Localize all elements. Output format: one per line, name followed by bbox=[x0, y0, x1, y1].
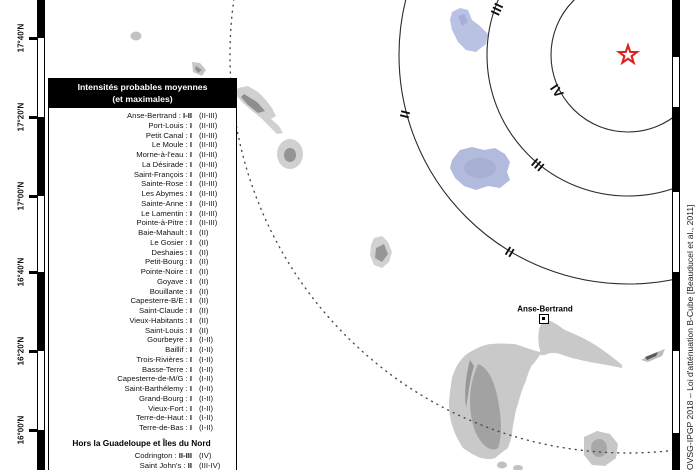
legend-row bbox=[51, 238, 232, 248]
legend-panel bbox=[48, 78, 237, 470]
legend-row-name-mean: Sainte-Anne : I bbox=[141, 198, 192, 208]
legend-row-name-mean: Baie-Mahault : I bbox=[138, 228, 192, 237]
latitude-tick bbox=[29, 116, 37, 119]
legend-row bbox=[51, 461, 232, 470]
legend-row-max: (IV) bbox=[199, 450, 212, 460]
legend-row-name-mean: Le Moule : I bbox=[151, 140, 192, 150]
legend-row-max: (I-II) bbox=[199, 393, 214, 403]
legend-row bbox=[51, 209, 232, 219]
legend-row-name-mean: Terre-de-Haut : I bbox=[136, 413, 192, 423]
legend-row-max: (II) bbox=[199, 315, 209, 325]
legend-row-name-mean: Petit-Bourg : I bbox=[144, 257, 192, 267]
legend-row-max: (II-III) bbox=[199, 150, 218, 159]
legend-row bbox=[51, 316, 232, 326]
legend-row bbox=[51, 257, 232, 267]
legend-row bbox=[51, 131, 232, 141]
intensity-circle-label: III bbox=[528, 155, 548, 175]
legend-row bbox=[51, 179, 232, 189]
border-segment bbox=[673, 272, 679, 351]
legend-row bbox=[51, 365, 232, 375]
legend-rows bbox=[51, 111, 232, 433]
legend-row-name-mean: Goyave : I bbox=[156, 276, 192, 286]
legend-row-max: (II) bbox=[199, 257, 209, 267]
legend-row bbox=[51, 277, 232, 287]
legend-title bbox=[49, 79, 236, 108]
legend-row bbox=[51, 374, 232, 384]
legend-row bbox=[51, 384, 232, 394]
border-segment bbox=[38, 0, 44, 38]
latitude-tick bbox=[29, 37, 37, 40]
legend-row bbox=[51, 423, 232, 433]
latitude-label: 16°40'N bbox=[16, 257, 26, 287]
legend-row-name-mean: Codrington : II-III bbox=[134, 450, 192, 460]
attribution-text: OVSG-IPGP 2018 – Loi d'atténuation B-Cube [Beauducel et al., 2011] bbox=[685, 204, 695, 470]
legend-row bbox=[51, 287, 232, 297]
legend-row-max: (II-III) bbox=[199, 189, 218, 198]
intensity-circle-III bbox=[487, 0, 700, 196]
legend-row-name-mean: Petit Canal : I bbox=[145, 130, 192, 140]
latitude-tick bbox=[29, 271, 37, 274]
legend-title-line1: Intensités probables moyennes bbox=[77, 82, 208, 92]
latitude-label: 16°20'N bbox=[16, 336, 26, 366]
legend-row-max: (II-III) bbox=[199, 140, 218, 150]
legend-row-name-mean: Basse-Terre : I bbox=[142, 364, 192, 374]
legend-row-max: (II) bbox=[199, 325, 209, 335]
legend-row-max: (I-II) bbox=[199, 384, 214, 393]
legend-row bbox=[51, 451, 232, 461]
latitude-tick bbox=[29, 195, 37, 198]
legend-row bbox=[51, 413, 232, 423]
legend-row-max: (I-II) bbox=[199, 374, 214, 384]
legend-row-name-mean: Terre-de-Bas : I bbox=[139, 423, 192, 432]
legend-row-name-mean: Grand-Bourg : I bbox=[139, 393, 192, 403]
legend-row-name-mean: Pointe-Noire : I bbox=[140, 267, 192, 276]
legend-row-max: (II-III) bbox=[199, 169, 218, 179]
border-segment bbox=[38, 272, 44, 351]
legend-row-max: (II) bbox=[199, 267, 209, 276]
legend-row-name-mean: Vieux-Habitants : I bbox=[129, 315, 192, 325]
legend-row bbox=[51, 121, 232, 131]
legend-row-name-mean: Saint-François : I bbox=[133, 169, 192, 179]
legend-row bbox=[51, 228, 232, 238]
legend-row-name-mean: Morne-à-l'eau : I bbox=[136, 150, 192, 159]
legend-row-max: (II-III) bbox=[199, 111, 218, 120]
legend-row bbox=[51, 160, 232, 170]
legend-row-name-mean: Sainte-Rose : I bbox=[141, 179, 192, 189]
latitude-label: 17°40'N bbox=[16, 23, 26, 53]
legend-row-max: (II) bbox=[199, 286, 209, 296]
legend-body bbox=[49, 108, 236, 470]
legend-row-max: (II) bbox=[199, 237, 209, 247]
legend-row-name-mean: Saint-Louis : I bbox=[144, 325, 192, 335]
legend-row-name-mean: Deshaies : I bbox=[151, 247, 192, 257]
border-segment bbox=[673, 0, 679, 57]
island-les-saintes-2 bbox=[513, 465, 523, 470]
legend-row-max: (II-III) bbox=[199, 208, 218, 218]
legend-row-max: (II-III) bbox=[199, 120, 218, 130]
legend-row-max: (II-III) bbox=[199, 179, 218, 189]
legend-row bbox=[51, 335, 232, 345]
legend-row-max: (I-II) bbox=[199, 335, 214, 345]
legend-row bbox=[51, 248, 232, 258]
epicenter-star-icon bbox=[619, 46, 637, 63]
island-nevis-relief bbox=[284, 148, 296, 162]
latitude-tick bbox=[29, 350, 37, 353]
legend-row-name-mean: Saint John's : II bbox=[139, 460, 192, 470]
legend-row bbox=[51, 111, 232, 121]
legend-row-name-mean: Le Gosier : I bbox=[150, 237, 192, 247]
legend-row bbox=[51, 150, 232, 160]
intensity-circle-label: II bbox=[396, 108, 414, 120]
island-marie-galante-relief bbox=[591, 439, 607, 457]
legend-row-name-mean: La Désirade : I bbox=[142, 159, 192, 169]
legend-row-max: (II-III) bbox=[199, 130, 218, 140]
legend-row-name-mean: Vieux-Fort : I bbox=[148, 403, 192, 413]
legend-row bbox=[51, 355, 232, 365]
island-antigua-relief bbox=[464, 158, 496, 178]
legend-row-max: (III-IV) bbox=[199, 460, 221, 470]
legend-row bbox=[51, 189, 232, 199]
legend-row bbox=[51, 140, 232, 150]
legend-row-name-mean: Gourbeyre : I bbox=[147, 335, 192, 345]
legend-row-max: (I-II) bbox=[199, 345, 214, 354]
island-barbuda bbox=[450, 8, 488, 52]
legend-row-max: (II-III) bbox=[199, 218, 218, 228]
intensity-circle-label: III bbox=[487, 0, 507, 18]
legend-row-name-mean: Port-Louis : I bbox=[148, 120, 192, 130]
legend-row-max: (I-II) bbox=[199, 423, 214, 432]
island-les-saintes-1 bbox=[497, 462, 507, 469]
latitude-axis-border bbox=[37, 0, 45, 470]
legend-row-name-mean: Les Abymes : I bbox=[141, 189, 192, 198]
legend-section2-rows bbox=[51, 451, 232, 470]
legend-row bbox=[51, 296, 232, 306]
legend-row-name-mean: Baillif : I bbox=[165, 345, 192, 354]
latitude-label: 17°20'N bbox=[16, 102, 26, 132]
legend-row bbox=[51, 404, 232, 414]
border-segment bbox=[673, 107, 679, 192]
legend-row-name-mean: Saint-Barthélemy : I bbox=[124, 384, 192, 393]
legend-row bbox=[51, 326, 232, 336]
legend-row-max: (II) bbox=[199, 228, 209, 237]
left-margin bbox=[0, 0, 37, 470]
legend-row-name-mean: Saint-Claude : I bbox=[139, 306, 192, 315]
latitude-label: 16°00'N bbox=[16, 415, 26, 445]
legend-row-name-mean: Bouillante : I bbox=[149, 286, 192, 296]
legend-row-max: (II) bbox=[199, 306, 209, 315]
legend-row-max: (II-III) bbox=[199, 198, 218, 208]
intensity-circle-label: IV bbox=[547, 81, 567, 101]
legend-row-name-mean: Le Lamentin : I bbox=[141, 208, 192, 218]
legend-row-max: (I-II) bbox=[199, 413, 214, 423]
right-map-border bbox=[672, 0, 680, 470]
legend-row bbox=[51, 170, 232, 180]
legend-row-max: (II) bbox=[199, 296, 209, 306]
legend-row-name-mean: Capesterre-de-M/G : I bbox=[117, 374, 192, 384]
legend-row bbox=[51, 306, 232, 316]
legend-row-max: (II) bbox=[199, 247, 209, 257]
border-segment bbox=[673, 433, 679, 470]
legend-row-max: (II) bbox=[199, 276, 209, 286]
legend-row-name-mean: Trois-Rivières : I bbox=[136, 354, 192, 364]
border-segment bbox=[38, 430, 44, 470]
island-saba bbox=[131, 32, 142, 41]
border-segment bbox=[38, 117, 44, 196]
legend-title-line2: (et maximales) bbox=[112, 93, 173, 104]
legend-row-name-mean: Anse-Bertrand : I-II bbox=[127, 111, 192, 120]
legend-row-name-mean: Pointe-à-Pitre : I bbox=[136, 218, 192, 228]
legend-row bbox=[51, 199, 232, 209]
latitude-tick bbox=[29, 429, 37, 432]
legend-row-max: (I-II) bbox=[199, 364, 214, 374]
legend-row-name-mean: Capesterre-B/E : I bbox=[130, 296, 192, 306]
latitude-label: 17°00'N bbox=[16, 181, 26, 211]
intensity-circle-label: II bbox=[502, 243, 518, 261]
legend-row bbox=[51, 345, 232, 355]
anse-bertrand-marker bbox=[539, 314, 549, 324]
legend-row bbox=[51, 267, 232, 277]
legend-row-max: (I-II) bbox=[199, 354, 214, 364]
legend-row bbox=[51, 394, 232, 404]
anse-bertrand-label: Anse-Bertrand bbox=[517, 304, 573, 314]
legend-row-max: (II-III) bbox=[199, 159, 218, 169]
legend-section2-title: Hors la Guadeloupe et Îles du Nord bbox=[72, 437, 211, 448]
legend-row bbox=[51, 218, 232, 228]
intensity-circle-II bbox=[396, 0, 700, 284]
legend-row-max: (I-II) bbox=[199, 403, 214, 413]
